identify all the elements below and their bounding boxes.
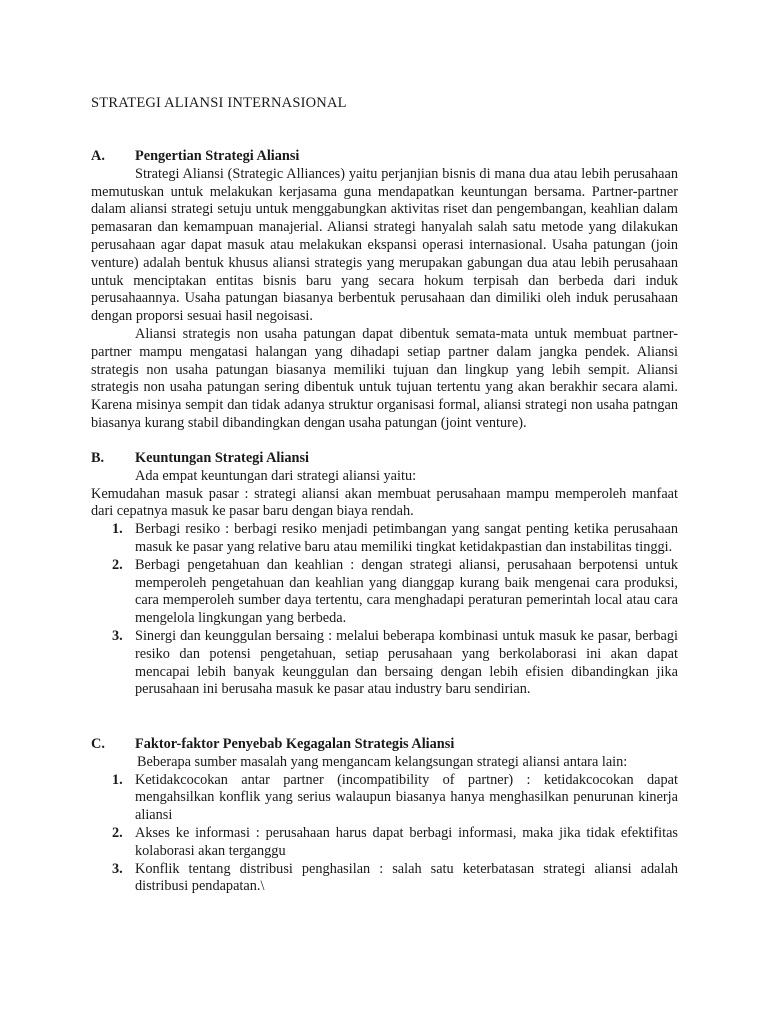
list-item — [112, 628, 678, 699]
lead-paragraph: Kemudahan masuk pasar : strategi aliansi akan membuat perusahaan mampu memperoleh manfaat dari cepatnya masuk ke pasar baru dengan biaya rendah. — [91, 485, 678, 520]
section-letter: A. — [91, 148, 105, 164]
section-a — [91, 148, 678, 433]
list-item — [112, 557, 678, 628]
list-text: Berbagi resiko : berbagi resiko menjadi petimbangan yang sangat penting ketika perusahaan masuk ke pasar yang relative baru atau memiliki tingkat ketidakpastian dan instabilitas tinggi. — [135, 521, 678, 555]
section-a-heading — [91, 148, 678, 166]
list-text: Berbagi pengetahuan dan keahlian : dengan strategi aliansi, perusahaan berpotensi untuk memperoleh pengetahuan dan keahlian yang dianggap kurang baik mengenai cara produksi, cara memperoleh sumber daya tertentu, cara menghadapi peraturan pemerintah local atau cara mengelola lingkungan yang berbeda. — [135, 556, 678, 627]
list-text: Konflik tentang distribusi penghasilan : salah satu keterbatasan strategi aliansi adalah distribusi pendapatan.\ — [135, 860, 678, 895]
list-number: 1. — [112, 521, 123, 538]
list-item — [112, 861, 678, 897]
list-number: 2. — [112, 556, 123, 573]
paragraph: Aliansi strategis non usaha patungan dapat dibentuk semata-mata untuk membuat partner-partner mampu mengatasi halangan yang dihadapi setiap partner dalam jangka pendek. Aliansi strategis non usaha patungan biasanya memiliki tujuan dan lingkup yang lebih sempit. Aliansi strategis non usaha patungan sering dibentuk untuk tujuan tertentu yang akan berakhir secara alami. Karena misinya sempit dan tidak adanya struktur organisasi formal, aliansi strategi non usaha patngan biasanya kurang stabil dibandingkan dengan usaha patungan (joint venture). — [91, 325, 678, 431]
section-title: Faktor-faktor Penyebab Kegagalan Strategis Aliansi — [135, 736, 455, 752]
document-title: STRATEGI ALIANSI INTERNASIONAL — [91, 95, 347, 111]
section-b — [91, 450, 678, 699]
section-title: Keuntungan Strategi Aliansi — [135, 450, 309, 466]
list-text: Sinergi dan keunggulan bersaing : melalui beberapa kombinasi untuk masuk ke pasar, berbagi resiko dan potensi pengetahuan, setiap perusahaan yang berkolaborasi ini akan dapat mencapai lebih banyak keunggulan dan bersaing dengan lebih efisien dibandingkan jika perusahaan ini berusaha masuk ke pasar atau industry baru sendirian. — [135, 627, 678, 698]
section-title: Pengertian Strategi Aliansi — [135, 148, 300, 164]
list-number: 2. — [112, 824, 123, 841]
section-c — [91, 736, 678, 896]
list-text: Ketidakcocokan antar partner (incompatibility of partner) : ketidakcocokan dapat mengahsilkan konflik yang serius walaupun biasanya hanya menghasilkan penurunan kinerja aliansi — [135, 771, 678, 824]
section-intro: Beberapa sumber masalah yang mengancam kelangsungan strategi aliansi antara lain: — [137, 753, 628, 770]
list-item — [112, 772, 678, 825]
list-number: 1. — [112, 771, 123, 788]
section-intro: Ada empat keuntungan dari strategi aliansi yaitu: — [135, 467, 417, 484]
list-text: Akses ke informasi : perusahaan harus dapat berbagi informasi, maka jika tidak efektifitas kolaborasi akan terganggu — [135, 824, 678, 859]
list-number: 3. — [112, 860, 123, 877]
section-c-heading — [91, 736, 678, 754]
failure-factors-list — [91, 772, 678, 897]
section-b-heading — [91, 450, 678, 468]
list-number: 3. — [112, 627, 123, 644]
list-item — [112, 825, 678, 861]
advantages-list — [91, 521, 678, 699]
paragraph: Strategi Aliansi (Strategic Alliances) yaitu perjanjian bisnis di mana dua atau lebih perusahaan memutuskan untuk melakukan kerjasama guna mendapatkan keuntungan bersama. Partner-partner dalam aliansi strategi setuju untuk menggabungkan aktivitas riset dan pengembangan, keahlian dalam pemasaran dan kemampuan manajerial. Aliansi strategi hanyalah salah satu metode yang dilakukan perusahaan agar dapat masuk atau melakukan ekspansi operasi internasional. Usaha patungan (join venture) adalah bentuk khusus aliansi strategis yang merupakan gabungan dua atau lebih perusahaan untuk menciptakan entitas bisnis baru yang secara hokum terpisah dan berbeda dari induk perusahaannya. Usaha patungan biasanya berbentuk perusahaan dan dimiliki oleh induk perusahaan dengan proporsi sesuai hasil negoisasi. — [91, 165, 678, 325]
section-letter: B. — [91, 450, 105, 466]
section-letter: C. — [91, 736, 105, 752]
list-item — [112, 521, 678, 557]
